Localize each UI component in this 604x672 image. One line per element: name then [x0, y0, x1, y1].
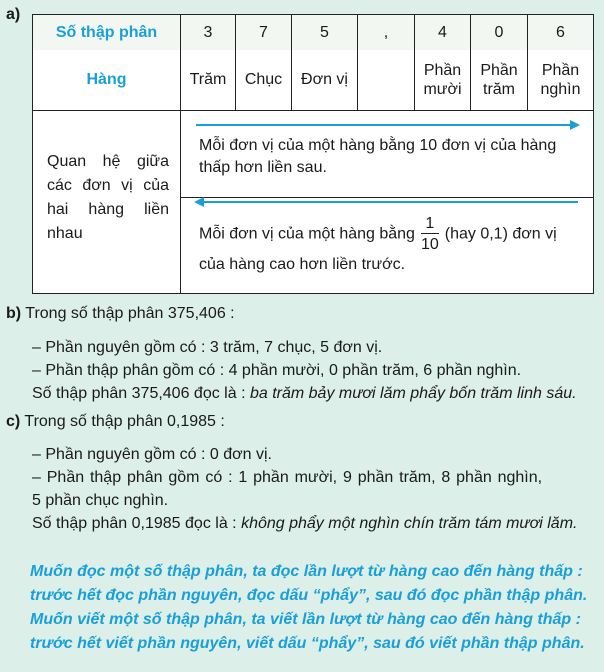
place-cell: Phần trăm — [471, 50, 528, 110]
digit-cell: 4 — [415, 15, 471, 50]
relation-text-higher — [199, 215, 583, 276]
write-rule-line2: trước hết viết phần nguyên, viết dấu “phẩy”, sau đó viết phần thập phân. — [30, 635, 585, 652]
section-c-line2a: – Phần thập phân gồm có : 1 phần mười, 9 phần trăm, 8 phần nghìn, — [32, 469, 543, 486]
fraction-one-tenth — [421, 215, 439, 254]
comma-cell: , — [358, 15, 415, 50]
digit-cell: 5 — [292, 15, 358, 50]
section-b-read-prefix: Số thập phân 375,406 đọc là : — [32, 385, 250, 402]
divider — [181, 197, 593, 198]
digit-cell: 3 — [181, 15, 236, 50]
read-rule-line1: Muốn đọc một số thập phân, ta đọc lần lượt từ hàng cao đến hàng thấp : — [30, 563, 583, 580]
place-cell: Phần nghìn — [540, 62, 581, 98]
section-c-read — [32, 515, 577, 533]
place-cell: Chục — [236, 50, 292, 110]
relation-text2-line2: của hàng cao hơn liền trước. — [199, 256, 406, 273]
section-b-line1: – Phần nguyên gồm có : 3 trăm, 7 chục, 5 đơn vị. — [32, 339, 383, 356]
section-b-read — [32, 385, 577, 403]
section-c-line2b: 5 phần chục nghìn. — [32, 492, 169, 509]
table-row-decimal — [33, 15, 593, 51]
relation-label: Quan hệ giữa các đơn vị của hai hàng liền nhau — [47, 153, 169, 242]
read-rule-line2: trước hết đọc phần nguyên, đọc dấu “phẩy”, sau đó đọc phần thập phân. — [30, 587, 588, 604]
digit-cell: 7 — [236, 15, 292, 50]
section-c-read-text: không phẩy một nghìn chín trăm tám mươi lăm. — [241, 515, 578, 532]
relation-text2-before: Mỗi đơn vị của một hàng bằng — [199, 225, 415, 243]
section-b-intro-text: Trong số thập phân 375,406 : — [25, 305, 235, 322]
place-cell: Trăm — [181, 50, 236, 110]
section-c-line1: – Phần nguyên gồm có : 0 đơn vị. — [32, 446, 272, 463]
section-b-read-text: ba trăm bảy mươi lăm phẩy bốn trăm linh sáu. — [249, 385, 577, 402]
relation-label-cell — [33, 110, 181, 293]
section-b-line2: – Phần thập phân gồm có : 4 phần mười, 0 phần trăm, 6 phần nghìn. — [32, 362, 522, 379]
arrow-right-icon — [196, 124, 578, 126]
fraction-numerator: 1 — [425, 215, 435, 232]
write-rule-line1: Muốn viết một số thập phân, ta viết lần lượt từ hàng cao đến hàng thấp : — [30, 611, 581, 628]
section-b-intro — [6, 305, 235, 323]
section-c-label: c) — [6, 413, 21, 430]
section-c-read-prefix: Số thập phân 0,1985 đọc là : — [32, 515, 242, 532]
digit-cell: 0 — [471, 15, 528, 50]
place-cell: Đơn vị — [292, 50, 358, 110]
section-c-intro — [6, 413, 225, 431]
arrow-left-icon — [196, 201, 578, 203]
section-a-label: a) — [6, 6, 21, 23]
header-cell-place: Hàng — [33, 50, 181, 110]
relation-text-lower: Mỗi đơn vị của một hàng bằng 10 đơn vị của hàng thấp hơn liền sau. — [199, 137, 557, 176]
place-cell-empty — [358, 50, 415, 110]
fraction-denominator: 10 — [421, 233, 439, 254]
digit-cell: 6 — [556, 23, 565, 41]
place-cell: Phần mười — [415, 50, 471, 110]
section-b-label: b) — [6, 305, 22, 322]
relation-text2-after: (hay 0,1) đơn vị — [444, 225, 557, 243]
decimal-place-table — [32, 14, 594, 294]
table-row-place — [33, 50, 593, 111]
section-c-intro-text: Trong số thập phân 0,1985 : — [24, 413, 225, 430]
header-cell-decimal: Số thập phân — [33, 15, 181, 50]
